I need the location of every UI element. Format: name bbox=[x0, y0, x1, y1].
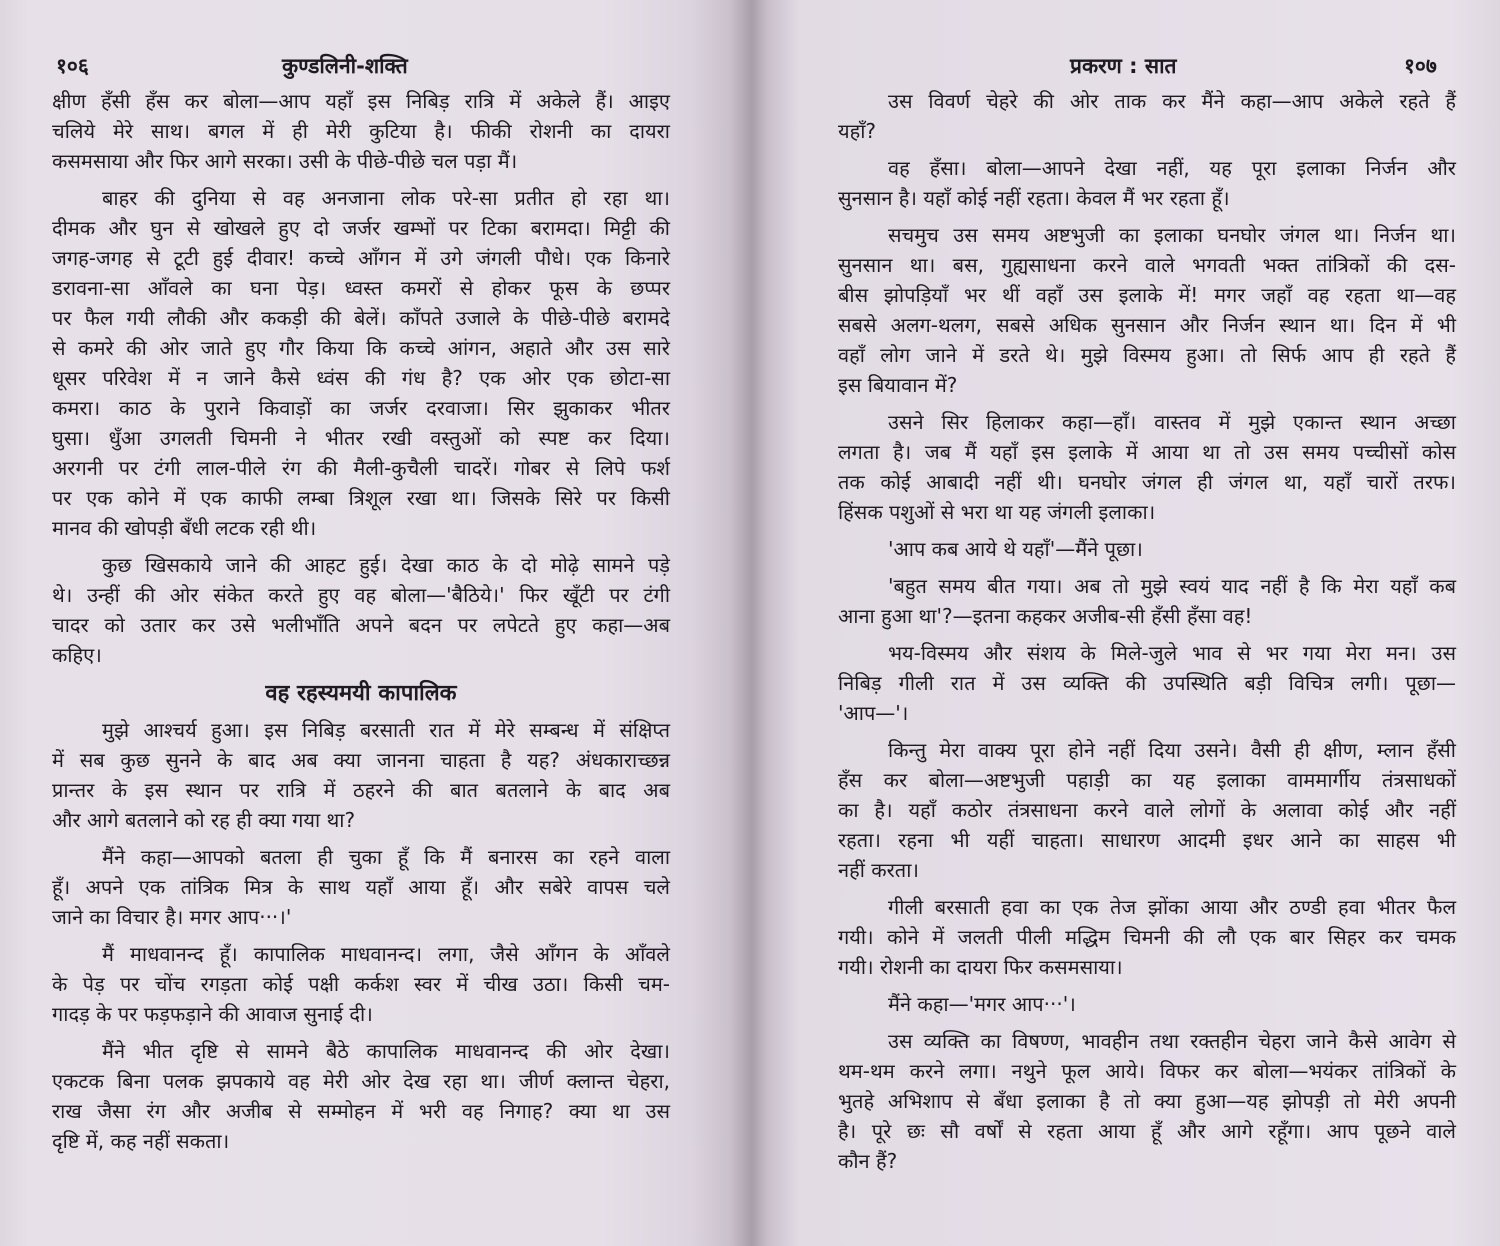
text-line: रहता। रहना भी यहीं चाहता। साधारण आदमी इधर आने का साहस भी bbox=[838, 828, 1456, 852]
text-line: गयी। कोने में जलती पीली मद्धिम चिमनी की लौ एक बार सिहर कर चमक bbox=[838, 925, 1456, 949]
page-number: १०६ bbox=[56, 54, 89, 78]
paragraph bbox=[838, 1026, 1456, 1176]
text-line: सबसे अलग-थलग, सबसे अधिक सुनसान और निर्जन स्थान था। दिन में भी bbox=[838, 313, 1456, 337]
paragraph bbox=[838, 638, 1456, 728]
text-line: भुतहे अभिशाप से बँधा इलाका है तो क्या हुआ—यह झोपड़ी तो मेरी अपनी bbox=[838, 1089, 1456, 1113]
text-line: जाने का विचार है। मगर आप···।' bbox=[52, 905, 292, 929]
text-line: चादर को उतार कर उसे भलीभाँति अपने बदन पर लपेटते हुए कहा—अब bbox=[52, 613, 670, 637]
text-line: उस विवर्ण चेहरे की ओर ताक कर मैंने कहा—आप अकेले रहते हैं bbox=[888, 89, 1456, 113]
paragraph bbox=[52, 842, 670, 932]
paragraph bbox=[838, 220, 1456, 400]
text-line: बाहर की दुनिया से वह अनजाना लोक परे-सा प्रतीत हो रहा था। bbox=[102, 186, 670, 210]
page-body bbox=[838, 86, 1456, 1183]
text-line: आना हुआ था'?—इतना कहकर अजीब-सी हँसी हँसा वह! bbox=[838, 604, 1253, 628]
text-line: गीली बरसाती हवा का एक तेज झोंका आया और ठण्डी हवा भीतर फैल bbox=[888, 895, 1456, 919]
left-page bbox=[52, 0, 670, 1246]
text-line: दृष्टि में, कह नहीं सकता। bbox=[52, 1129, 230, 1153]
text-line: 'आप कब आये थे यहाँ'—मैंने पूछा। bbox=[888, 537, 1143, 561]
text-line: हूँ। अपने एक तांत्रिक मित्र के साथ यहाँ आया हूँ। और सबेरे वापस चले bbox=[52, 875, 670, 899]
text-line: गादड़ के पर फड़फड़ाने की आवाज सुनाई दी। bbox=[52, 1002, 373, 1026]
paragraph bbox=[52, 1036, 670, 1156]
text-line: मानव की खोपड़ी बँधी लटक रही थी। bbox=[52, 516, 317, 540]
paragraph bbox=[52, 939, 670, 1029]
page-number: १०७ bbox=[1404, 54, 1437, 78]
text-line: मुझे आश्चर्य हुआ। इस निबिड़ बरसाती रात में मेरे सम्बन्ध में संक्षिप्त bbox=[102, 718, 670, 742]
text-line: मैंने भीत दृष्टि से सामने बैठे कापालिक माधवानन्द की ओर देखा। bbox=[102, 1039, 670, 1063]
paragraph bbox=[838, 735, 1456, 885]
text-line: थे। उन्हीं की ओर संकेत करते हुए वह बोला—'बैठिये।' फिर खूँटी पर टंगी bbox=[52, 583, 670, 607]
text-line: मैंने कहा—'मगर आप···'। bbox=[888, 992, 1076, 1016]
text-line: का है। यहाँ कठोर तंत्रसाधना करने वाले लोगों के अलावा कोई और नहीं bbox=[838, 798, 1456, 822]
text-line: गयी। रोशनी का दायरा फिर कसमसाया। bbox=[838, 955, 1123, 979]
right-page bbox=[838, 0, 1456, 1246]
text-line: में सब कुछ सुनने के बाद अब क्या जानना चाहता है यह? अंधकाराच्छन्न bbox=[52, 748, 670, 772]
text-line: डरावना-सा आँवले का घना पेड़। ध्वस्त कमरों से होकर फूस के छप्पर bbox=[52, 276, 670, 300]
paragraph bbox=[52, 550, 670, 670]
text-line: थम-थम करने लगा। नथुने फूल आये। विफर कर बोला—भयंकर तांत्रिकों के bbox=[838, 1059, 1456, 1083]
text-line: अरगनी पर टंगी लाल-पीले रंग की मैली-कुचैली चादरें। गोबर से लिपे फर्श bbox=[52, 456, 670, 480]
text-line: से कमरे की ओर जाते हुए गौर किया कि कच्चे आंगन, अहाते और उस सारे bbox=[52, 336, 670, 360]
paragraph bbox=[838, 153, 1456, 213]
text-line: सचमुच उस समय अष्टभुजी का इलाका घनघोर जंगल था। निर्जन था। bbox=[888, 223, 1456, 247]
text-line: बीस झोपड़ियाँ भर थीं वहाँ उस इलाके में! मगर जहाँ वह रहता था—वह bbox=[838, 283, 1456, 307]
paragraph bbox=[52, 715, 670, 835]
text-line: राख जैसा रंग और अजीब से सम्मोहन में भरी वह निगाह? क्या था उस bbox=[52, 1099, 670, 1123]
text-line: धूसर परिवेश में न जाने कैसे ध्वंस की गंध है? एक ओर एक छोटा-सा bbox=[52, 366, 670, 390]
text-line: कुछ खिसकाये जाने की आहट हुई। देखा काठ के दो मोढ़े सामने पड़े bbox=[102, 553, 670, 577]
text-line: कहिए। bbox=[52, 643, 102, 667]
text-line: हँस कर बोला—अष्टभुजी पहाड़ी का यह इलाका वाममार्गीय तंत्रसाधकों bbox=[838, 768, 1456, 792]
paragraph bbox=[52, 86, 670, 176]
text-line: मैंने कहा—आपको बतला ही चुका हूँ कि मैं बनारस का रहने वाला bbox=[102, 845, 670, 869]
page-body bbox=[52, 86, 670, 1163]
text-line: और आगे बतलाने को रह ही क्या गया था? bbox=[52, 808, 356, 832]
text-line: सुनसान था। बस, गुह्यसाधना करने वाले भगवती भक्त तांत्रिकों की दस- bbox=[838, 253, 1456, 277]
text-line: वह हँसा। बोला—आपने देखा नहीं, यह पूरा इलाका निर्जन और bbox=[888, 156, 1456, 180]
text-line: यहाँ? bbox=[838, 119, 877, 143]
paragraph bbox=[52, 183, 670, 543]
text-line: कौन हैं? bbox=[838, 1149, 898, 1173]
text-line: 'बहुत समय बीत गया। अब तो मुझे स्वयं याद नहीं है कि मेरा यहाँ कब bbox=[888, 574, 1456, 598]
text-line: लगता है। जब मैं यहाँ इस इलाके में आया था तो उस समय पच्चीसों कोस bbox=[838, 440, 1456, 464]
section-heading: वह रहस्यमयी कापालिक bbox=[265, 681, 457, 706]
text-line: किन्तु मेरा वाक्य पूरा होने नहीं दिया उसने। वैसी ही क्षीण, म्लान हँसी bbox=[888, 738, 1456, 762]
text-line: भय-विस्मय और संशय के मिले-जुले भाव से भर गया मेरा मन। उस bbox=[888, 641, 1456, 665]
paragraph bbox=[838, 571, 1456, 631]
text-line: के पेड़ पर चोंच रगड़ता कोई पक्षी कर्कश स्वर में चीख उठा। किसी चम- bbox=[52, 972, 670, 996]
paragraph bbox=[838, 892, 1456, 982]
paragraph bbox=[838, 989, 1456, 1019]
running-title: कुण्डलिनी-शक्ति bbox=[282, 54, 408, 78]
text-line: एकटक बिना पलक झपकाये वह मेरी ओर देख रहा था। जीर्ण क्लान्त चेहरा, bbox=[52, 1069, 670, 1093]
text-line: प्रान्तर के इस स्थान पर रात्रि में ठहरने की बात बतलाने के बाद अब bbox=[52, 778, 670, 802]
text-line: कसमसाया और फिर आगे सरका। उसी के पीछे-पीछे चल पड़ा मैं। bbox=[52, 149, 518, 173]
text-line: क्षीण हँसी हँस कर बोला—आप यहाँ इस निबिड़ रात्रि में अकेले हैं। आइए bbox=[52, 89, 670, 113]
text-line: तक कोई आबादी नहीं थी। घनघोर जंगल ही जंगल था, यहाँ चारों तरफ। bbox=[838, 470, 1456, 494]
text-line: पर एक कोने में एक काफी लम्बा त्रिशूल रखा था। जिसके सिरे पर किसी bbox=[52, 486, 670, 510]
text-line: हिंसक पशुओं से भरा था यह जंगली इलाका। bbox=[838, 500, 1156, 524]
text-line: उस व्यक्ति का विषण्ण, भावहीन तथा रक्तहीन चेहरा जाने कैसे आवेग से bbox=[888, 1029, 1456, 1053]
text-line: है। पूरे छः सौ वर्षों से रहता आया हूँ और आगे रहूँगा। आप पूछने वाले bbox=[838, 1119, 1456, 1143]
text-line: नहीं करता। bbox=[838, 858, 919, 882]
text-line: 'आप—'। bbox=[838, 701, 909, 725]
text-line: जगह-जगह से टूटी हुई दीवार! कच्चे आँगन में उगे जंगली पौधे। एक किनारे bbox=[52, 246, 670, 270]
text-line: पर फैल गयी लौकी और ककड़ी की बेलें। काँपते उजाले के पीछे-पीछे बरामदे bbox=[52, 306, 670, 330]
text-line: सुनसान है। यहाँ कोई नहीं रहता। केवल मैं भर रहता हूँ। bbox=[838, 186, 1230, 210]
text-line: घुसा। धुँआ उगलती चिमनी ने भीतर रखी वस्तुओं को स्पष्ट कर दिया। bbox=[52, 426, 670, 450]
paragraph bbox=[838, 534, 1456, 564]
running-title: प्रकरण : सात bbox=[1070, 54, 1177, 78]
text-line: उसने सिर हिलाकर कहा—हाँ। वास्तव में मुझे एकान्त स्थान अच्छा bbox=[888, 410, 1456, 434]
text-line: कमरा। काठ के पुराने किवाड़ों का जर्जर दरवाजा। सिर झुकाकर भीतर bbox=[52, 396, 670, 420]
paragraph bbox=[838, 407, 1456, 527]
text-line: निबिड़ गीली रात में उस व्यक्ति की उपस्थिति बड़ी विचित्र लगी। पूछा— bbox=[838, 671, 1456, 695]
text-line: इस बियावान में? bbox=[838, 373, 958, 397]
text-line: चलिये मेरे साथ। बगल में ही मेरी कुटिया है। फीकी रोशनी का दायरा bbox=[52, 119, 670, 143]
text-line: दीमक और घुन से खोखले हुए दो जर्जर खम्भों पर टिका बरामदा। मिट्टी की bbox=[52, 216, 670, 240]
text-line: वहाँ लोग जाने में डरते थे। मुझे विस्मय हुआ। तो सिर्फ आप ही रहते हैं bbox=[838, 343, 1456, 367]
text-line: मैं माधवानन्द हूँ। कापालिक माधवानन्द। लगा, जैसे आँगन के आँवले bbox=[102, 942, 670, 966]
paragraph bbox=[838, 86, 1456, 146]
